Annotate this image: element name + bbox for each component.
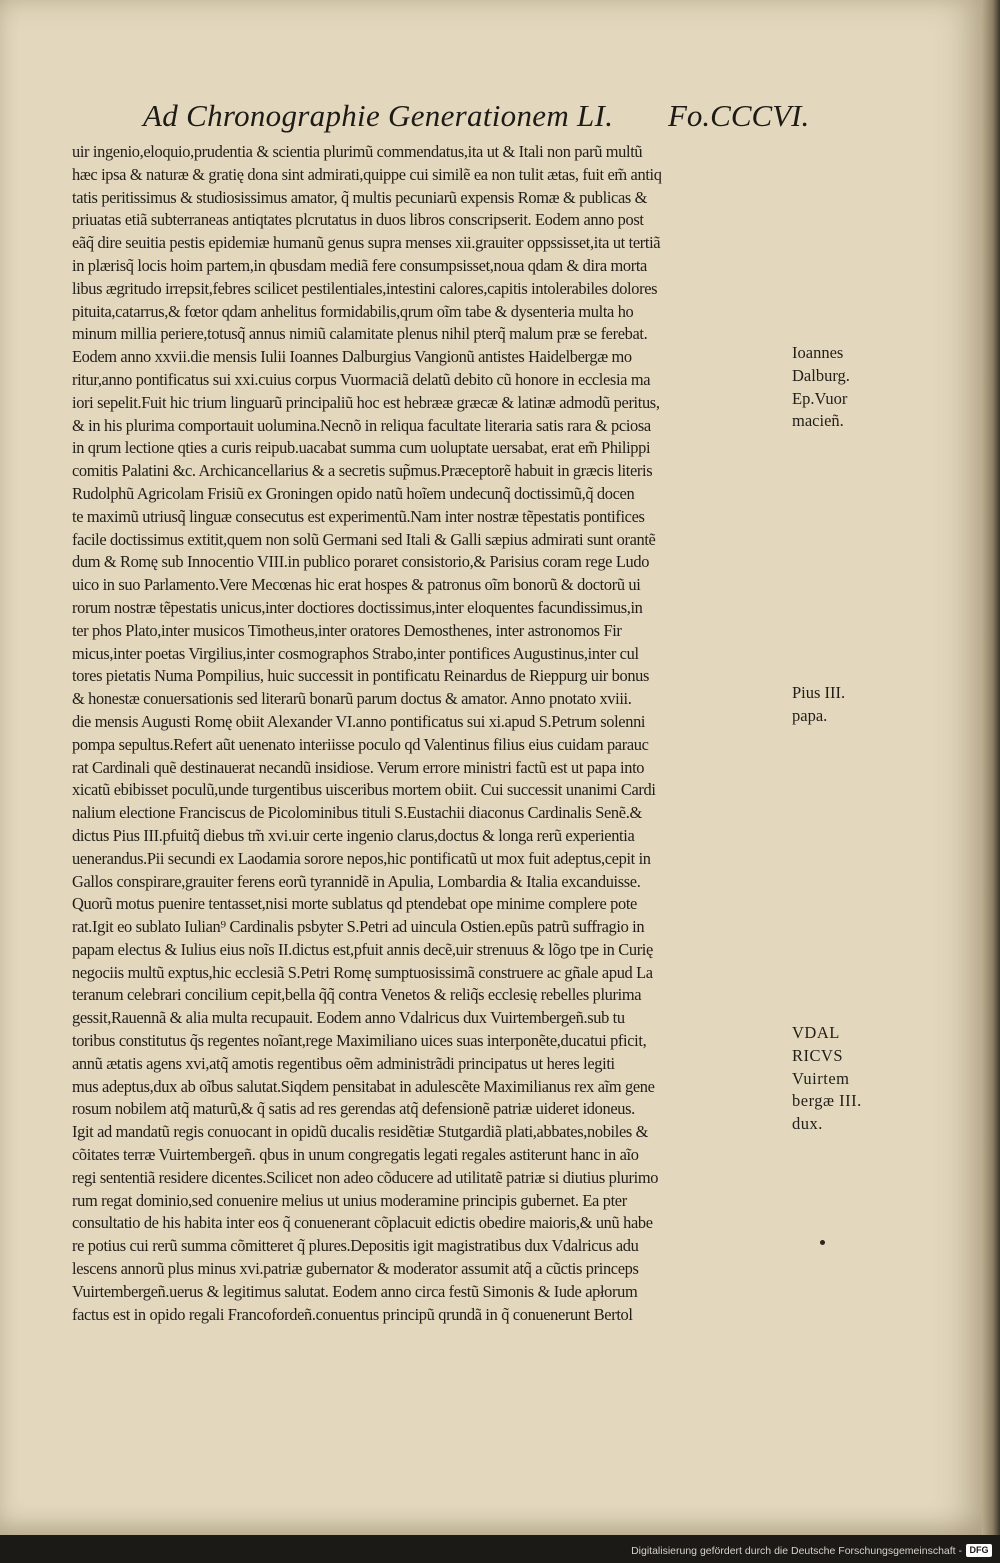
dfg-logo: DFG — [966, 1544, 992, 1557]
text-line: papam electus & Iulius eius noĩs II.dictus est,pfuit annis decẽ,uir strenuus & lõgo tpe in Curię — [72, 939, 653, 959]
marginal-line: bergæ III. — [792, 1091, 862, 1111]
marginal-line: RICVS — [792, 1045, 844, 1065]
marginal-line: macieñ. — [792, 411, 844, 431]
text-line: uenerandus.Pii secundi ex Laodamia sorore nepos,hic pontificatũ ut mox fuit adeptus,cepit in — [72, 848, 651, 868]
text-line: mus adeptus,dux ab oĩbus salutat.Siqdem pensitabat in adulescẽte Maximilianus rex aĩm gene — [72, 1076, 655, 1096]
marginal-note-pius — [792, 682, 882, 728]
marginal-line: Dalburg. — [792, 365, 850, 385]
text-line: in qrum lectione qties a curis reipub.uacabat summa cum uoluptate uersabat, erat em̃ Philippi — [72, 438, 651, 458]
text-line: pompa sepultus.Refert aũt uenenato interiisse poculo qd Valentinus filius eius cuidam parauc — [72, 734, 649, 754]
text-line: gessit,Rauennã & alia multa recupauit. Eodem anno Vdalricus dux Vuirtembergeñ.sub tu — [72, 1008, 625, 1028]
text-line: micus,inter poetas Virgilius,inter cosmographos Strabo,inter pontifices Augustinus,inter cul — [72, 643, 639, 663]
text-line: pituita,catarrus,& fœtor qdam anhelitus formidabilis,qrum oĩm tabe & dysenteria multa ho — [72, 301, 634, 321]
text-line: nalium electione Franciscus de Picolominibus tituli S.Eustachii diaconus Cardinalis Senẽ.& — [72, 803, 642, 823]
text-line: teranum celebrari concilium cepit,bella q̃q̃ contra Venetos & reliq̃s ecclesię rebelles plurima — [72, 985, 642, 1005]
text-line: uir ingenio,eloquio,prudentia & scientia plurimũ commendatus,ita ut & Itali non parũ multũ — [72, 142, 643, 161]
text-line: factus est in opido regali Francofordeñ.conuentus principũ qrundã in q̃ conuenerunt Bertol — [72, 1304, 633, 1324]
text-line: eãq̃ dire seuitia pestis epidemiæ humanũ genus supra menses xii.grauiter oppssisset,ita ut tertiã — [72, 233, 661, 253]
text-line: regi sententiã residere dicentes.Scilicet non adeo cõducere ad utilitatẽ patriæ si diutius plurimo — [72, 1167, 659, 1187]
ink-mark — [820, 1240, 825, 1245]
text-line: rat.Igit eo sublato Iulian⁹ Cardinalis psbyter S.Petri ad uincula Ostien.epũs patrũ suffragio in — [72, 917, 645, 937]
marginal-line: Ep.Vuor — [792, 388, 848, 408]
text-line: hæc ipsa & naturæ & gratię dona sint admirati,quippe cui similẽ ea non tulit ætas, fuit em̃ antiq — [72, 164, 662, 184]
text-line: toribus constitutus q̃s regentes noĩant,rege Maximiliano uices suas interponẽte,ducatui pficit, — [72, 1031, 647, 1051]
text-line: Igit ad mandatũ regis conuocant in opidũ ducalis residẽtiæ Stutgardiã plati,abbates,nobiles & — [72, 1122, 649, 1142]
text-line: in plærisq̃ locis hoim partem,in qbusdam mediã fere consumpsisset,noua qdam & dira morta — [72, 255, 647, 275]
text-line: rat Cardinali quẽ destinauerat necandũ insidiose. Verum errore ministri factũ est ut papa into — [72, 757, 645, 777]
text-line: lescens annorũ plus minus xvi.patriæ gubernator & moderator assumit atq̃ a cũctis princeps — [72, 1259, 639, 1279]
text-line: Eodem anno xxvii.die mensis Iulii Ioannes Dalburgius Vangionũ antistes Haidelbergæ mo — [72, 347, 632, 367]
marginal-note-dalburg — [792, 342, 882, 433]
text-line: iori sepelit.Fuit hic trium linguarũ principaliũ hoc est hebrææ græcæ & latinæ admodũ peritus, — [72, 392, 660, 412]
text-line: Vuirtembergeñ.uerus & legitimus salutat. Eodem anno circa festũ Simonis & Iude apłorum — [72, 1281, 638, 1301]
text-line: libus ægritudo irrepsit,febres scilicet pestilentiales,intestini calores,capitis intolerabiles dolores — [72, 278, 658, 298]
text-line: cõitates terræ Vuirtembergeñ. qbus in unum congregatis legati regales astiterunt hanc in aĩo — [72, 1145, 639, 1165]
folio-number: Fo.CCCVI. — [668, 98, 810, 133]
marginal-line: papa. — [792, 705, 828, 725]
text-line: die mensis Augusti Romę obiit Alexander VI.anno pontificatus sui xi.apud S.Petrum solenni — [72, 711, 646, 731]
marginal-line: Vuirtem — [792, 1068, 850, 1088]
text-line: & honestæ conuersationis sed literarũ bonarũ parum doctus & amator. Anno pnotato xviii. — [72, 689, 632, 709]
text-line: ter phos Plato,inter musicos Timotheus,inter oratores Demosthenes, inter astronomos Fir — [72, 620, 622, 640]
text-line: Rudolphũ Agricolam Frisiũ ex Groningen opido natũ hoĩem undecunq̃ doctissimũ,q̃ docen — [72, 483, 635, 503]
text-line: facile doctissimus extitit,quem non solũ Germani sed Itali & Galli sæpius admirati sunt orantẽ — [72, 529, 656, 549]
footer-credit: Digitalisierung gefördert durch die Deutsche Forschungsgemeinschaft - — [631, 1545, 962, 1557]
marginal-note-udalricus — [792, 1022, 882, 1136]
text-line: priuatas etiã subterraneas antiqtates plcrutatus in duos libros conscripserit. Eodem anno post — [72, 210, 644, 230]
text-line: rorum nostræ tẽpestatis unicus,inter doctiores doctissimus,inter eloquentes facundissimus,in — [72, 597, 643, 617]
marginal-line: Pius III. — [792, 683, 846, 702]
text-line: minum millia periere,totusq̃ annus nimiũ calamitate plenus nihil pterq̃ malum præ se ferebat. — [72, 324, 648, 344]
text-line: rosum nobilem atq̃ maturũ,& q̃ satis ad res gerendas atq̃ defensionẽ patriæ uideret idoneus. — [72, 1099, 635, 1119]
marginal-line: VDAL — [792, 1023, 840, 1042]
text-line: uico in suo Parlamento.Vere Mecœnas hic erat hospes & patronus oĩm bonorũ & doctorũ ui — [72, 575, 641, 595]
text-line: te maximũ utriusq̃ linguæ consecutus est experimentũ.Nam inter nostræ tẽpestatis pontifices — [72, 506, 645, 526]
text-line: dum & Romę sub Innocentio VIII.in publico poraret consistorio,& Parisius coram rege Ludo — [72, 552, 650, 572]
text-line: ritur,anno pontificatus sui xxi.cuius corpus Vuormaciã delatũ debito cũ honore in ecclesia ma — [72, 369, 651, 389]
main-text-column — [72, 141, 792, 1326]
text-line: re potius cui rerũ summa cõmitteret q̃ plures.Depositis igit magistratibus dux Vdalricus adu — [72, 1236, 639, 1256]
text-line: dictus Pius III.pfuitq̃ diebus tm̃ xvi.uir certe ingenio clarus,doctus & longa rerũ experientia — [72, 825, 635, 845]
page-edge — [982, 0, 1000, 1535]
text-line: rum regat dominio,sed conuenire melius ut unius moderamine principis gubernet. Ea pter — [72, 1190, 627, 1210]
text-line: tatis peritissimus & studiosissimus amator, q̃ multis pecuniarũ expensis Romæ & publicas & — [72, 187, 648, 207]
text-line: Quorũ motus puenire tentasset,nisi morte sublatus qd ptendebat ope minime complere pote — [72, 894, 637, 914]
text-line: tores pietatis Numa Pompilius, huic successit in pontificatu Reinardus de Rieppurg uir bonus — [72, 666, 650, 686]
marginal-line: Ioannes — [792, 343, 844, 362]
text-line: Gallos conspirare,grauiter ferens eorũ tyrannidẽ in Apulia, Lombardia & Italia excanduisse. — [72, 871, 641, 891]
marginal-line: dux. — [792, 1114, 823, 1134]
text-line: xicatũ ebibisset poculũ,unde turgentibus uisceribus mortem obiit. Cui successit unanimi Cardi — [72, 780, 656, 800]
text-line: consultatio de his habita inter eos q̃ conuenerant cõplacuit edictis obedire maioris,& unũ habe — [72, 1213, 653, 1233]
text-line: annũ ætatis agens xvi,atq̃ amotis regentibus oẽm administrãdi principatus ut heres legiti — [72, 1053, 615, 1073]
text-line: negociis multũ exptus,hic ecclesiã S.Petri Romę sumptuosissimã construere ac gñale apud La — [72, 962, 653, 982]
text-line: & in his plurima comportauit uolumina.Necnõ in reliqua facultate literaria satis rara & pciosa — [72, 415, 651, 435]
running-head: Ad Chronographie Generationem LI. — [143, 98, 614, 133]
text-line: comitis Palatini &c. Archicancellarius & a secretis sup̃mus.Præceptorẽ habuit in græcis literis — [72, 461, 653, 481]
